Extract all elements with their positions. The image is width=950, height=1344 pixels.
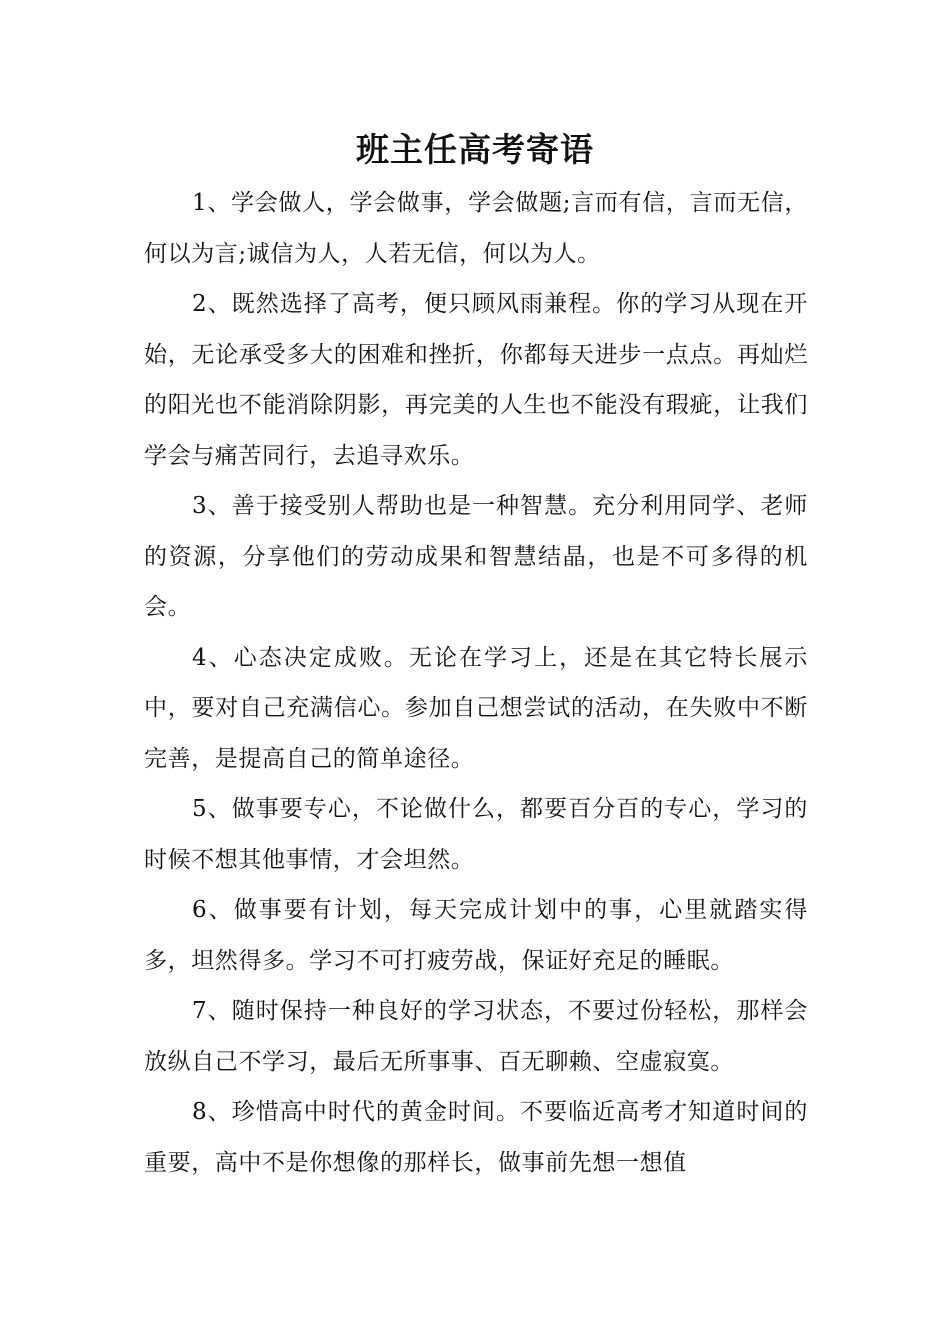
paragraph-8: 8、珍惜高中时代的黄金时间。不要临近高考才知道时间的重要，高中不是你想像的那样长，做事前先想一想值	[144, 1099, 808, 1176]
paragraph-5: 5、做事要专心，不论做什么，都要百分百的专心，学习的时候不想其他事情，才会坦然。	[144, 796, 808, 873]
paragraph-4: 4、心态决定成败。无论在学习上，还是在其它特长展示中，要对自己充满信心。参加自己想尝试的活动，在失败中不断完善，是提高自己的简单途径。	[144, 644, 808, 772]
paragraph-3: 3、善于接受别人帮助也是一种智慧。充分利用同学、老师的资源，分享他们的劳动成果和智慧结晶，也是不可多得的机会。	[144, 493, 808, 620]
document-body	[144, 178, 808, 1188]
paragraph-1: 1、学会做人，学会做事，学会做题;言而有信，言而无信，何以为言;诚信为人，人若无信，何以为人。	[144, 190, 808, 267]
paragraph-7: 7、随时保持一种良好的学习状态，不要过份轻松，那样会放纵自己不学习，最后无所事事、百无聊赖、空虚寂寞。	[144, 998, 808, 1075]
paragraph-6: 6、做事要有计划，每天完成计划中的事，心里就踏实得多，坦然得多。学习不可打疲劳战，保证好充足的睡眠。	[144, 897, 808, 974]
document-title: 班主任高考寄语	[356, 130, 594, 169]
paragraph-2: 2、既然选择了高考，便只顾风雨兼程。你的学习从现在开始，无论承受多大的困难和挫折，你都每天进步一点点。再灿烂的阳光也不能消除阴影，再完美的人生也不能没有瑕疵，让我们学会与痛苦同行，去追寻欢乐。	[144, 291, 808, 469]
